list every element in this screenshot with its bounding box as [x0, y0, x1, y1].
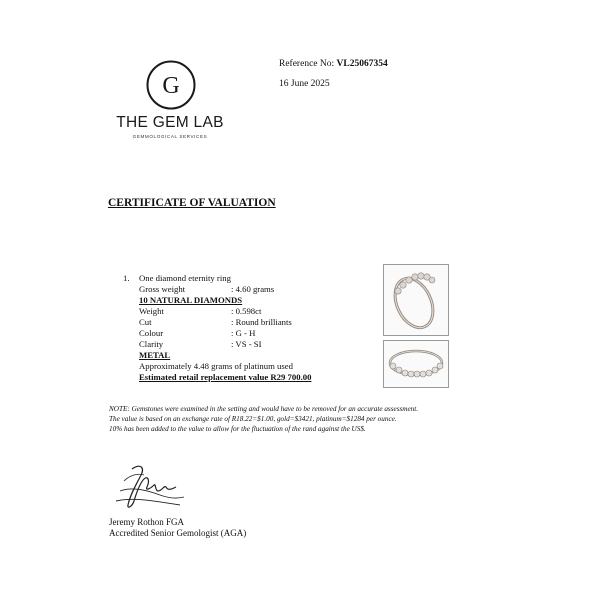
note-line-1: NOTE: Gemstones were examined in the setting and would have to be removed for an accurate assessment. — [109, 405, 419, 413]
item-number: 1. — [123, 273, 130, 283]
diamonds-heading: 10 NATURAL DIAMONDS — [139, 295, 243, 305]
colour-label: Colour — [139, 328, 164, 338]
handwritten-signature — [110, 461, 190, 513]
reference-label: Reference No: — [279, 59, 337, 69]
note-line-3: 10% has been added to the value to allow for the fluctuation of the rand against the US$. — [109, 425, 366, 433]
reference-date: 16 June 2025 — [279, 79, 330, 89]
signatory-name: Jeremy Rothon FGA — [109, 517, 184, 527]
colour-value: : G - H — [231, 328, 256, 338]
signatory-title: Accredited Senior Gemologist (AGA) — [109, 528, 247, 538]
replacement-value: Estimated retail replacement value R29 700.00 — [139, 372, 312, 382]
cut-value: : Round brilliants — [231, 317, 292, 327]
logo-letter: G — [162, 73, 180, 99]
clarity-label: Clarity — [139, 339, 164, 349]
cut-label: Cut — [139, 317, 152, 327]
reference-number: VL25067354 — [336, 59, 388, 69]
weight-value: : 0.598ct — [231, 306, 262, 316]
gross-weight-value: : 4.60 grams — [231, 284, 275, 294]
reference-line — [279, 59, 388, 69]
note-line-2: The value is based on an exchange rate of R18.22=$1.00, gold=$3421, platinum=$1284 per ounce. — [109, 415, 397, 423]
lab-subtitle: GEMMOLOGICAL SERVICES — [132, 134, 208, 139]
clarity-value: : VS - SI — [231, 339, 262, 349]
gem-lab-logo — [146, 60, 196, 110]
ring-photo-angled — [383, 264, 449, 336]
lab-name: THE GEM LAB — [116, 114, 224, 131]
metal-heading: METAL — [139, 350, 171, 360]
metal-description: Approximately 4.48 grams of platinum used — [139, 361, 293, 371]
item-description: One diamond eternity ring — [139, 273, 231, 283]
gross-weight-label: Gross weight — [139, 284, 186, 294]
certificate-title: CERTIFICATE OF VALUATION — [108, 197, 276, 209]
ring-photo-side — [383, 340, 449, 388]
weight-label: Weight — [139, 306, 164, 316]
